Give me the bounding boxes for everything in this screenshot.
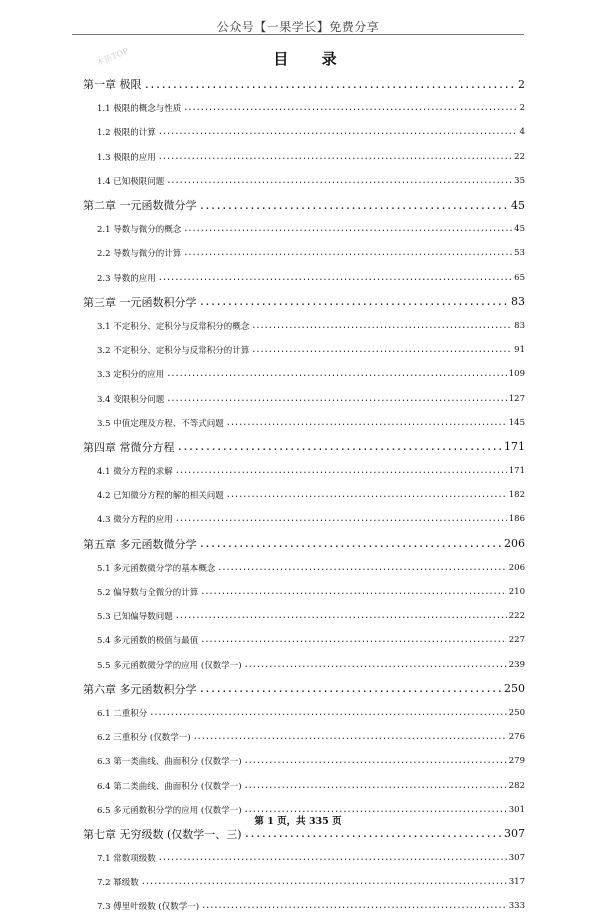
toc-section-entry[interactable] xyxy=(83,145,525,169)
header-rule xyxy=(72,34,524,35)
dot-leader xyxy=(200,587,507,597)
section-title: 5.4 多元函数的极值与最值 xyxy=(97,636,199,647)
dot-leader xyxy=(199,199,510,212)
page-number: 65 xyxy=(514,272,525,283)
toc-section-entry[interactable] xyxy=(83,653,525,677)
section-title: 7.3 傅里叶级数 (仅数学一) xyxy=(97,902,200,913)
page-number: 35 xyxy=(514,175,525,186)
dot-leader xyxy=(158,273,512,283)
page-number: 22 xyxy=(514,151,525,162)
dot-leader xyxy=(199,295,510,308)
toc-section-entry[interactable] xyxy=(83,217,525,241)
toc-section-entry[interactable] xyxy=(83,604,525,628)
page-number: 145 xyxy=(508,417,525,428)
toc-chapter-entry[interactable] xyxy=(83,532,525,556)
dot-leader xyxy=(183,248,512,258)
dot-leader xyxy=(141,877,507,887)
toc-section-entry[interactable] xyxy=(83,725,525,749)
section-title: 1.4 已知极限问题 xyxy=(97,176,165,187)
section-title: 6.5 多元函数积分学的应用 (仅数学一) xyxy=(97,805,242,816)
section-title: 3.3 定积分的应用 xyxy=(97,370,165,381)
dot-leader xyxy=(166,394,507,404)
section-title: 2.2 导数与微分的计算 xyxy=(97,249,182,260)
toc-section-entry[interactable] xyxy=(83,96,525,120)
dot-leader xyxy=(158,853,507,863)
chapter-title: 第四章 常微分方程 xyxy=(83,440,175,454)
toc-section-entry[interactable] xyxy=(83,266,525,290)
section-title: 3.5 中值定理及方程、不等式问题 xyxy=(97,418,224,429)
dot-leader xyxy=(251,345,512,355)
toc-section-entry[interactable] xyxy=(83,169,525,193)
section-title: 4.2 已知微分方程的解的相关问题 xyxy=(97,491,224,502)
toc-chapter-entry[interactable] xyxy=(83,435,525,459)
section-title: 6.1 二重积分 xyxy=(97,708,148,719)
page-number: 206 xyxy=(504,537,525,551)
toc-section-entry[interactable] xyxy=(83,314,525,338)
toc-section-entry[interactable] xyxy=(83,701,525,725)
dot-leader xyxy=(149,708,507,718)
section-title: 1.1 极限的概念与性质 xyxy=(97,104,182,115)
section-title: 5.5 多元函数微分学的应用 (仅数学一) xyxy=(97,660,242,671)
page-number: 83 xyxy=(511,295,525,309)
toc-section-entry[interactable] xyxy=(83,362,525,386)
page-number: 282 xyxy=(508,780,525,791)
dot-leader xyxy=(244,660,507,670)
page-number: 45 xyxy=(511,198,525,212)
dot-leader xyxy=(177,440,503,453)
dot-leader xyxy=(144,78,517,91)
section-title: 6.3 第一类曲线、曲面积分 (仅数学一) xyxy=(97,757,242,768)
dot-leader xyxy=(166,369,507,379)
dot-leader xyxy=(183,224,512,234)
chapter-title: 第三章 一元函数积分学 xyxy=(83,295,197,309)
dot-leader xyxy=(199,537,503,550)
toc-section-entry[interactable] xyxy=(83,580,525,604)
section-title: 7.2 幂级数 xyxy=(97,878,139,889)
page-number: 250 xyxy=(504,682,525,696)
table-of-contents xyxy=(83,72,525,919)
dot-leader xyxy=(199,682,503,695)
page-number: 206 xyxy=(508,562,525,573)
toc-section-entry[interactable] xyxy=(83,628,525,652)
toc-section-entry[interactable] xyxy=(83,241,525,265)
dot-leader xyxy=(226,490,507,500)
page-number: 45 xyxy=(514,224,525,235)
dot-leader xyxy=(201,901,507,911)
section-title: 5.3 已知偏导数问题 xyxy=(97,612,173,623)
toc-section-entry[interactable] xyxy=(83,507,525,531)
dot-leader xyxy=(158,152,512,162)
toc-section-entry[interactable] xyxy=(83,870,525,894)
section-title: 5.1 多元函数微分学的基本概念 xyxy=(97,563,216,574)
dot-leader xyxy=(175,466,507,476)
section-title: 1.2 极限的计算 xyxy=(97,128,156,139)
dot-leader xyxy=(244,781,507,791)
page-number: 250 xyxy=(508,707,525,718)
page-number: 4 xyxy=(519,127,525,138)
dot-leader xyxy=(200,635,507,645)
section-title: 6.2 三重积分 (仅数学一) xyxy=(97,733,191,744)
chapter-title: 第六章 多元函数积分学 xyxy=(83,682,197,696)
page-number: 171 xyxy=(508,466,525,477)
section-title: 3.4 变限积分问题 xyxy=(97,394,165,405)
section-title: 6.4 第二类曲线、曲面积分 (仅数学一) xyxy=(97,781,242,792)
page-number: 210 xyxy=(508,587,525,598)
toc-section-entry[interactable] xyxy=(83,556,525,580)
chapter-title: 第七章 无穷级数 (仅数学一、三) xyxy=(83,827,242,841)
page-number: 171 xyxy=(504,440,525,454)
page-number: 307 xyxy=(504,827,525,841)
section-title: 4.3 微分方程的应用 xyxy=(97,515,173,526)
toc-chapter-entry[interactable] xyxy=(83,290,525,314)
toc-section-entry[interactable] xyxy=(83,846,525,870)
page-number: 307 xyxy=(508,853,525,864)
page-number: 127 xyxy=(508,393,525,404)
watermark: 木笛TOP xyxy=(95,46,130,68)
toc-section-entry[interactable] xyxy=(83,894,525,918)
dot-leader xyxy=(251,321,512,331)
section-title: 3.1 不定积分、定积分与反常积分的概念 xyxy=(97,321,250,332)
page-title: 目 录 xyxy=(273,50,351,68)
page-number: 239 xyxy=(508,659,525,670)
page-footer: 第 1 页，共 335 页 xyxy=(254,816,342,827)
toc-section-entry[interactable] xyxy=(83,483,525,507)
page-number: 333 xyxy=(508,901,525,912)
page-number: 227 xyxy=(508,635,525,646)
toc-section-entry[interactable] xyxy=(83,338,525,362)
page-number: 2 xyxy=(519,103,525,114)
toc-section-entry[interactable] xyxy=(83,459,525,483)
toc-section-entry[interactable] xyxy=(83,386,525,410)
section-title: 4.1 微分方程的求解 xyxy=(97,467,173,478)
page-number: 2 xyxy=(518,77,525,91)
chapter-title: 第五章 多元函数微分学 xyxy=(83,537,197,551)
section-title: 1.3 极限的应用 xyxy=(97,152,156,163)
dot-leader xyxy=(175,611,507,621)
section-title: 3.2 不定积分、定积分与反常积分的计算 xyxy=(97,346,250,357)
page-number: 317 xyxy=(508,877,525,888)
toc-section-entry[interactable] xyxy=(83,773,525,797)
dot-leader xyxy=(244,756,507,766)
chapter-title: 第二章 一元函数微分学 xyxy=(83,199,197,213)
page-number: 276 xyxy=(508,732,525,743)
toc-chapter-entry[interactable] xyxy=(83,72,525,96)
toc-chapter-entry[interactable] xyxy=(83,677,525,701)
dot-leader xyxy=(193,732,507,742)
dot-leader xyxy=(226,418,507,428)
toc-section-entry[interactable] xyxy=(83,411,525,435)
toc-section-entry[interactable] xyxy=(83,120,525,144)
page-number: 53 xyxy=(514,248,525,259)
section-title: 2.1 导数与微分的概念 xyxy=(97,225,182,236)
page-number: 279 xyxy=(508,756,525,767)
dot-leader xyxy=(244,827,502,840)
page-number: 222 xyxy=(508,611,525,622)
page-number: 91 xyxy=(514,345,525,356)
page-number: 301 xyxy=(508,804,525,815)
chapter-title: 第一章 极限 xyxy=(83,78,142,92)
page-header: 公众号【一果学长】免费分享 xyxy=(216,20,380,34)
section-title: 7.1 常数项级数 xyxy=(97,854,156,865)
dot-leader xyxy=(217,563,507,573)
section-title: 2.3 导数的应用 xyxy=(97,273,156,284)
page-number: 182 xyxy=(508,490,525,501)
dot-leader xyxy=(175,514,507,524)
toc-section-entry[interactable] xyxy=(83,749,525,773)
dot-leader xyxy=(166,176,512,186)
toc-chapter-entry[interactable] xyxy=(83,193,525,217)
dot-leader xyxy=(158,127,518,137)
section-title: 5.2 偏导数与全微分的计算 xyxy=(97,588,199,599)
page-number: 109 xyxy=(508,369,525,380)
dot-leader xyxy=(183,103,517,113)
page-number: 186 xyxy=(508,514,525,525)
page-number: 83 xyxy=(514,320,525,331)
